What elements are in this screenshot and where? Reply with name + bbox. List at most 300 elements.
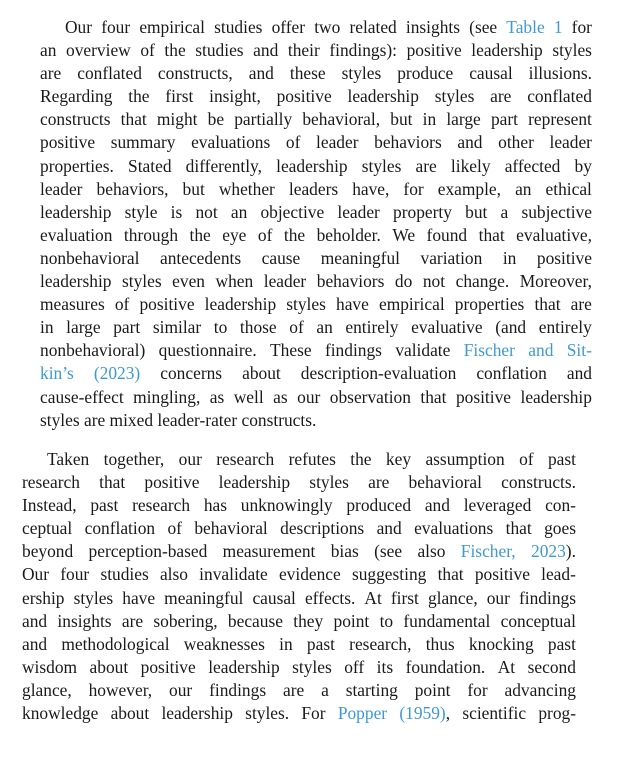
text-fragment: related [349,17,397,37]
text-fragment: subjective [521,201,592,222]
word [183,178,205,201]
word [97,178,169,201]
text-line [22,448,576,471]
text-fragment: studies [100,564,149,585]
text-line [40,62,592,85]
text-line [22,633,576,656]
text-fragment: about [110,703,150,724]
word [172,270,205,293]
text-fragment: of [519,449,534,469]
text-fragment: the [350,449,372,469]
citation-link[interactable]: (2023) [93,363,141,384]
word [520,270,592,293]
text-fragment: perception-based [88,541,208,562]
text-line [40,201,592,224]
text-line [22,517,576,540]
word [165,85,193,108]
text-fragment: goes [544,518,576,539]
word [297,386,320,409]
word [40,316,54,339]
text-fragment: well [233,386,264,407]
word [171,201,183,224]
text-fragment: because [227,610,283,631]
word [421,247,483,270]
text-line [22,702,576,725]
text-fragment: for [403,178,424,199]
text-fragment: scientific [462,703,527,724]
citation-link[interactable]: Popper [337,703,388,724]
text-fragment: leadership [40,201,112,222]
text-fragment: point [333,610,370,631]
word [467,679,487,702]
citation-link[interactable]: 1 [553,17,563,37]
text-fragment: styles [122,271,162,292]
text-line [40,339,592,362]
text-fragment: change. [455,271,510,292]
word [40,178,82,201]
word [352,178,389,201]
text-fragment: that [437,564,464,585]
word [279,633,293,656]
text-fragment: styles [292,656,332,677]
text-fragment: objective [260,201,325,222]
text-fragment: to [379,610,394,631]
word [475,563,530,586]
text-fragment: and [253,40,279,61]
text-fragment: advancing [504,679,576,700]
text-fragment: are [490,86,512,107]
word [22,494,77,517]
word [22,633,47,656]
text-fragment: that [534,294,561,315]
text-line [22,587,576,610]
word [438,178,501,201]
word [121,108,147,131]
word [195,201,217,224]
word [228,610,283,633]
text-fragment: they [293,610,324,631]
word [110,409,153,432]
word [40,386,124,409]
text-fragment: of [140,40,155,61]
text-fragment: leaders [288,178,339,199]
word [292,656,332,679]
word [464,339,515,362]
word [122,270,162,293]
word [317,224,381,247]
word [435,85,475,108]
text-fragment: positive [455,386,512,407]
word [552,39,592,62]
word [74,587,114,610]
word [527,85,592,108]
text-fragment: lead- [541,564,576,585]
text-fragment: conflation [84,518,156,539]
word [406,16,460,39]
word [240,316,277,339]
text-fragment: methodological [61,633,170,654]
text-line [40,293,592,316]
word [169,679,192,702]
text-line [22,656,576,679]
text-fragment: foundation. [405,656,486,677]
text-fragment: an [40,40,57,61]
text-fragment: studies [195,40,244,61]
word [495,316,526,339]
word [288,39,320,62]
text-fragment: offer [271,17,306,37]
text-fragment: of [114,294,130,315]
word [141,656,196,679]
word [465,201,487,224]
word [425,448,504,471]
word [260,201,324,224]
text-fragment: assumption [425,449,505,469]
text-fragment: for [571,17,592,37]
text-fragment: key [385,449,412,469]
word [309,471,349,494]
text-fragment: conflation [476,363,547,384]
word [132,494,190,517]
text-fragment: an [515,178,532,199]
word [347,85,418,108]
text-fragment: findings [209,679,267,700]
word [490,85,511,108]
word [506,16,544,39]
text-fragment: large [66,317,101,338]
citation-link[interactable]: and [528,340,554,361]
text-fragment: causal [469,63,513,84]
word [501,201,509,224]
word [241,409,316,432]
text-fragment: positive [139,294,195,315]
text-fragment: Moreover, [519,271,592,292]
word [104,448,165,471]
word [316,316,332,339]
text-fragment: measurement [222,541,316,562]
text-fragment: and [376,518,402,539]
text-fragment: whether [218,178,275,199]
text-fragment: our [486,587,510,608]
text-fragment: of [257,224,273,245]
word [538,702,576,725]
text-fragment: might [156,109,198,130]
text-fragment: invalidate [199,564,268,585]
text-fragment: four [60,564,90,585]
word [22,517,72,540]
text-fragment: descriptions [280,518,365,539]
word [161,702,232,725]
text-fragment: research [22,472,80,493]
word [534,293,560,316]
text-fragment: our [297,386,321,407]
text-fragment: At [364,587,382,608]
text-fragment: that [99,472,126,493]
citation-link[interactable]: Fischer [463,340,515,361]
word [301,702,325,725]
text-line [40,108,592,131]
word [503,247,517,270]
word [242,362,281,385]
citation-link[interactable]: Table [506,17,545,37]
word [411,316,482,339]
text-fragment: are [282,679,305,700]
word [374,540,402,563]
citation-link[interactable]: kin’s [40,363,74,384]
text-fragment: studies [214,17,263,37]
text-fragment: prog- [538,703,576,724]
text-fragment: that [505,518,532,539]
word [350,448,371,471]
word [85,517,156,540]
text-fragment: nonbehavioral [40,247,140,268]
word [40,39,56,62]
word [84,409,105,432]
text-fragment: research [216,449,275,469]
text-fragment: weaknesses [183,633,265,654]
text-fragment: point [414,679,451,700]
word [529,62,592,85]
word [428,587,478,610]
text-fragment: unknowingly [240,495,333,516]
text-fragment: styles [286,294,326,315]
text-fragment: con- [545,495,576,516]
word [40,131,95,154]
text-fragment: styles [434,86,475,107]
text-fragment: These [270,340,312,361]
text-fragment: empirical [139,17,205,37]
text-fragment: At [497,656,516,677]
text-fragment: example, [437,178,502,199]
word [546,178,592,201]
text-fragment: mingling, [133,386,201,407]
word [194,517,267,540]
word [403,178,423,201]
word [426,633,455,656]
text-fragment: cause-effect [40,386,124,407]
text-fragment: produce [397,63,454,84]
text-fragment: about [89,656,129,677]
citation-link[interactable]: Sit- [566,340,592,361]
word [208,656,279,679]
word [548,633,576,656]
text-fragment: their [287,40,320,61]
word [399,702,450,725]
text-fragment: measures [40,294,105,315]
text-line [40,316,592,339]
text-fragment: and [22,610,48,631]
word [469,633,534,656]
word [479,224,505,247]
text-fragment: starting [345,679,398,700]
word [554,16,563,39]
word [167,517,182,540]
word [40,293,105,316]
text-fragment: produced [346,495,412,516]
text-fragment: bias [330,541,359,562]
word [349,633,411,656]
word [528,656,576,679]
word [403,610,490,633]
text-fragment: four [101,17,131,37]
text-fragment: by [574,155,592,176]
citation-link[interactable]: 2023 [531,541,566,562]
word [252,587,295,610]
text-fragment: cause [261,247,301,268]
text-fragment: not [195,201,218,222]
text-fragment: first [165,86,194,107]
word [122,587,155,610]
word [377,517,402,540]
text-fragment: eye [222,224,247,245]
word [541,563,576,586]
text-line [40,155,592,178]
word [89,540,208,563]
text-fragment: leadership [208,656,280,677]
word [456,270,510,293]
word [40,270,111,293]
text-fragment: causal [252,587,296,608]
word [476,362,547,385]
word [22,679,72,702]
word [501,471,576,494]
text-fragment: about [242,363,281,384]
word [216,270,254,293]
word [571,293,592,316]
text-fragment: findings [324,340,382,361]
word [191,131,270,154]
text-fragment: but [465,201,488,222]
word [414,517,493,540]
word [305,587,355,610]
text-fragment: conflated [527,86,592,107]
word [531,540,576,563]
text-fragment: of [167,518,182,539]
word [160,563,188,586]
word [336,293,369,316]
word [446,108,480,131]
text-fragment: past [547,633,576,654]
text-fragment: its [376,656,394,677]
text-fragment: our [178,449,202,469]
text-fragment: knocking [468,633,534,654]
text-fragment: effects. [304,587,356,608]
text-fragment: We [392,224,416,245]
text-fragment: overview [66,40,131,61]
text-fragment: Our [65,17,93,37]
text-fragment: in [279,633,293,654]
word [314,16,340,39]
text-fragment: as [209,386,225,407]
text-fragment: two [314,17,341,37]
word [113,316,140,339]
text-fragment: Instead, [22,495,77,516]
word [425,494,450,517]
word [184,633,265,656]
text-fragment: summary [110,132,176,153]
text-fragment: leader [40,178,83,199]
citation-link[interactable]: (1959) [399,703,446,724]
text-fragment: leadership [276,155,348,176]
word [199,563,268,586]
word [40,62,61,85]
word [133,386,200,409]
text-fragment: Taken [47,449,90,469]
text-fragment: the [128,86,150,107]
word [346,494,411,517]
word [22,656,77,679]
word [393,201,452,224]
word [487,587,510,610]
word [545,494,576,517]
word [286,131,301,154]
text-fragment: leadership [161,703,233,724]
text-fragment: entirely [538,317,592,338]
word [195,39,243,62]
text-line [40,16,592,39]
word [115,293,130,316]
word [101,16,130,39]
word [362,155,402,178]
word [22,587,65,610]
word [575,155,592,178]
word [321,679,329,702]
text-fragment: (see [469,17,498,37]
text-fragment: leader [549,132,592,153]
word [337,201,379,224]
word [469,16,497,39]
text-fragment: styles [73,587,114,608]
text-line [40,85,592,108]
word [241,494,333,517]
word [219,471,290,494]
word [548,448,576,471]
text-fragment: the [283,224,306,245]
word [219,178,275,201]
text-fragment: are [415,155,437,176]
text-fragment: and [566,363,592,384]
text-line [40,224,592,247]
word [462,702,526,725]
text-fragment: evaluative, [516,224,592,245]
text-fragment: behavioral [408,472,482,493]
word [406,656,486,679]
text-fragment: description-evaluation [300,363,457,384]
word [409,471,482,494]
text-fragment: not [422,271,446,292]
text-fragment: Our [22,564,50,585]
word [379,293,445,316]
word [397,62,453,85]
word [40,247,139,270]
text-fragment: positive [536,247,592,268]
word [290,62,326,85]
word [128,155,171,178]
text-fragment: leader [337,201,380,222]
word [338,702,387,725]
word [505,155,561,178]
word [124,224,178,247]
word [293,610,323,633]
word [209,679,266,702]
citation-link[interactable]: Fischer, [460,541,516,562]
text-fragment: sobering, [153,610,218,631]
text-fragment: (see [374,541,403,562]
text-fragment: an [316,317,333,338]
word [330,386,411,409]
word [567,362,592,385]
text-fragment: ). [565,541,576,562]
